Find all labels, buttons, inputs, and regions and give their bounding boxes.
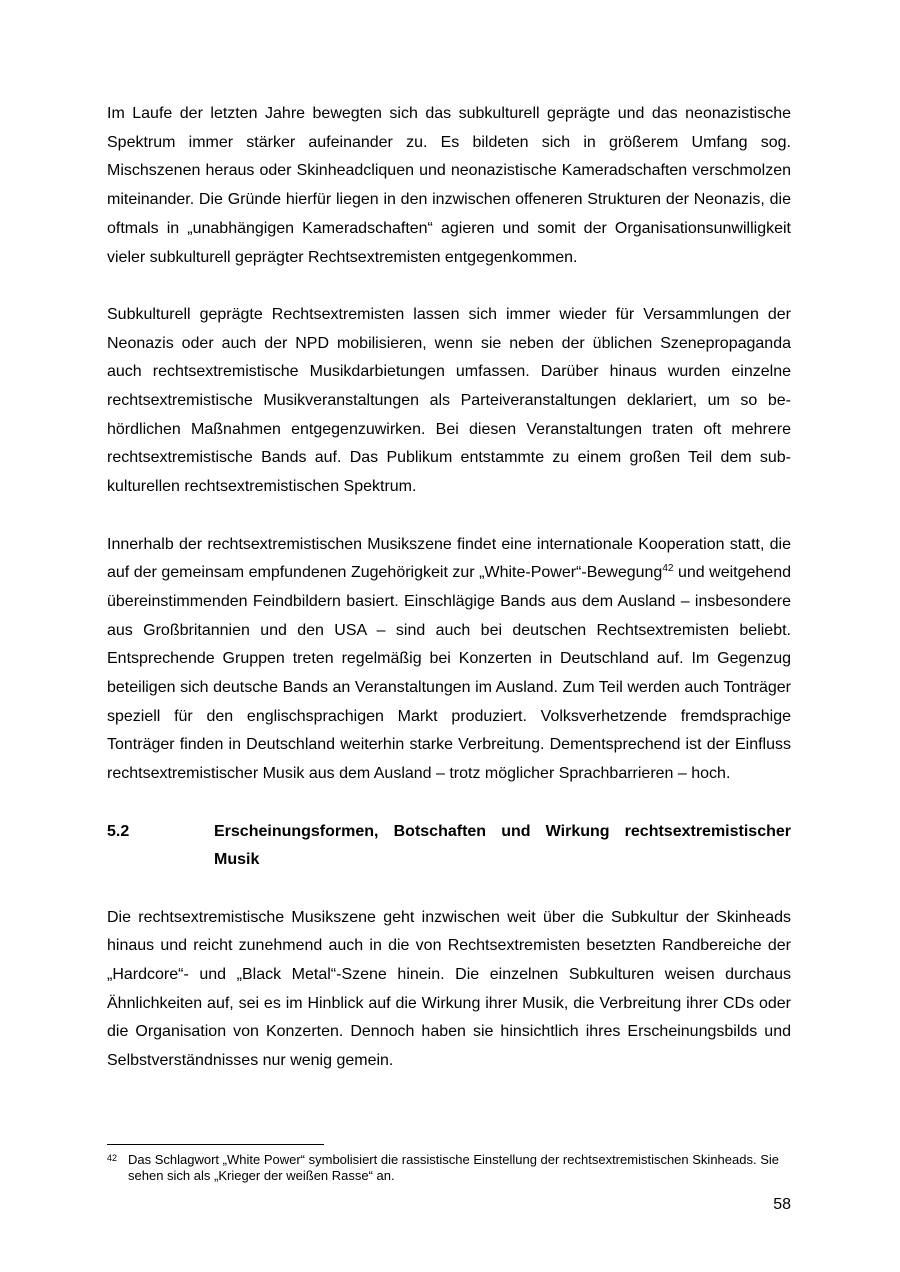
- footnote-reference[interactable]: 42: [662, 563, 674, 575]
- page-number: 58: [773, 1196, 791, 1213]
- section-title: Erscheinungsformen, Botschaften und Wirkung rechtsextremistischer Musik: [214, 822, 791, 869]
- footnote-text: Das Schlagwort „White Power“ symbolisiert die rassistische Einstellung der rechtsextremistischen Skinheads. Sie sehen sich als „Krieger der weißen Rasse“ an.: [128, 1152, 779, 1183]
- page-body: [107, 100, 791, 1105]
- section-heading: [107, 818, 791, 875]
- paragraph-1: Im Laufe der letzten Jahre bewegten sich das subkulturell geprägte und das neonazistische Spektrum immer stärker aufeinander zu. Es bildeten sich in größerem Umfang sog. Mischszenen heraus oder Skinheadcliquen und neonazistische Kameradschaften verschmolzen miteinander. Die Gründe hierfür liegen in den inzwischen offeneren Strukturen der Neonazis, die oftmals in „unabhängigen Kameradschaften“ agieren und somit der Organisationsunwilligkeit vieler subkulturell geprägter Rechtsextremisten entgegenkommen.: [107, 105, 791, 266]
- paragraph-3-start: Innerhalb der rechtsextremistischen Musikszene findet eine internationale Kooperation statt, die auf der gemeinsam empfundenen Zugehörigkeit zur „White-Power“-Bewegung: [107, 535, 791, 582]
- paragraph-2: Subkulturell geprägte Rechtsextremisten lassen sich immer wieder für Versammlungen der Neonazis oder auch der NPD mobilisieren, wenn sie neben der üblichen Szenepropaganda auch rechtsextremistische Musikdarbietungen umfassen. Darüber hinaus wurden einzelne rechtsextremistische Musikveranstaltungen als Parteiveranstaltungen deklariert, um so behördlichen Maßnahmen entgegenzuwirken. Bei diesen Veranstaltungen traten oft mehrere rechtsextremistische Bands auf. Das Publikum entstammte zu einem großen Teil dem subkulturellen rechtsextremistischen Spektrum.: [107, 305, 791, 496]
- paragraph-4: Die rechtsextremistische Musikszene geht inzwischen weit über die Subkultur der Skinheads hinaus und reicht zunehmend auch in die von Rechtsextremisten besetzten Randbereiche der „Hardcore“- und „Black Metal“-Szene hinein. Die einzelnen Subkulturen weisen durchaus Ähnlichkeiten auf, sei es im Hinblick auf die Wirkung ihrer Musik, die Verbreitung ihrer CDs oder die Organisation von Konzerten. Dennoch haben sie hinsichtlich ihres Erscheinungsbilds und Selbstverständnisses nur wenig gemein.: [107, 908, 791, 1070]
- paragraph-3: [107, 531, 791, 789]
- section-number: 5.2: [107, 822, 130, 840]
- footnote-separator: [107, 1144, 324, 1145]
- footnote: [107, 1152, 791, 1184]
- paragraph-3-end: und weitgehend übereinstimmenden Feindbildern basiert. Einschlägige Bands aus dem Ausland – insbesondere aus Großbritannien und den USA – sind auch bei deutschen Rechtsextremisten beliebt. Entsprechende Gruppen treten regelmäßig bei Konzerten in Deutschland auf. Im Gegenzug beteiligen sich deutsche Bands an Veranstaltungen im Ausland. Zum Teil werden auch Tonträger speziell für den englischsprachigen Markt produziert. Volksverhetzende fremdsprachige Tonträger finden in Deutschland weiterhin starke Verbreitung. Dementsprechend ist der Einfluss rechtsextremistischer Musik aus dem Ausland – trotz möglicher Sprachbarrieren – hoch.: [107, 564, 792, 783]
- footnote-mark: 42: [107, 1153, 118, 1163]
